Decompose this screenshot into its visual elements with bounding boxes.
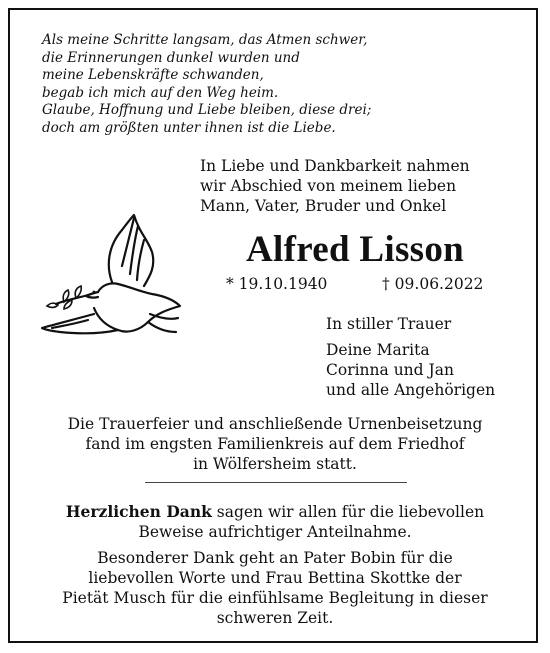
funeral-notice <box>20 414 530 474</box>
mourner-line: und alle Angehörigen <box>326 381 496 399</box>
mourner-line: Corinna und Jan <box>326 361 454 379</box>
funeral-line: in Wölfersheim statt. <box>193 455 357 473</box>
funeral-line: Die Trauerfeier und anschließende Urnenbeisetzung <box>67 415 483 433</box>
divider <box>145 482 407 483</box>
thanks-section <box>20 502 530 628</box>
thanks-line <box>20 502 530 522</box>
poem-line: Als meine Schritte langsam, das Atmen schwer, <box>42 32 368 48</box>
mourners-heading: In stiller Trauer <box>326 315 452 333</box>
poem-line: meine Lebenskräfte schwanden, <box>42 67 264 84</box>
poem-line: doch am größten unter ihnen ist die Liebe. <box>42 119 336 136</box>
death-date: † 09.06.2022 <box>382 275 484 293</box>
special-thanks-line: schweren Zeit. <box>216 609 334 627</box>
dove-icon <box>38 210 188 340</box>
thanks-line-rest: sagen wir allen für die liebevollen <box>211 503 485 521</box>
intro-line: Mann, Vater, Bruder und Onkel <box>200 197 447 215</box>
farewell-intro <box>200 156 510 216</box>
deceased-name: Alfred Lisson <box>245 229 465 270</box>
funeral-line: fand im engsten Familienkreis auf dem Friedhof <box>85 435 465 453</box>
poem <box>42 32 422 138</box>
special-thanks-line: Pietät Musch für die einfühlsame Begleitung in dieser <box>62 589 488 607</box>
special-thanks-line: Besonderer Dank geht an Pater Bobin für die <box>97 549 453 567</box>
intro-line: wir Abschied von meinem lieben <box>200 177 457 195</box>
poem-line: Glaube, Hoffnung und Liebe bleiben, diese drei; <box>42 102 372 119</box>
intro-line: In Liebe und Dankbarkeit nahmen <box>200 157 470 175</box>
poem-line: begab ich mich auf den Weg heim. <box>42 84 279 101</box>
thanks-line: Beweise aufrichtiger Anteilnahme. <box>138 523 412 541</box>
thanks-lead: Herzlichen Dank <box>65 502 212 521</box>
mourners-block <box>326 314 495 400</box>
birth-date: * 19.10.1940 <box>226 275 328 293</box>
mourner-line: Deine Marita <box>326 341 430 359</box>
special-thanks-line: liebevollen Worte und Frau Bettina Skottke der <box>88 569 462 587</box>
poem-line: die Erinnerungen dunkel wurden und <box>42 49 300 66</box>
